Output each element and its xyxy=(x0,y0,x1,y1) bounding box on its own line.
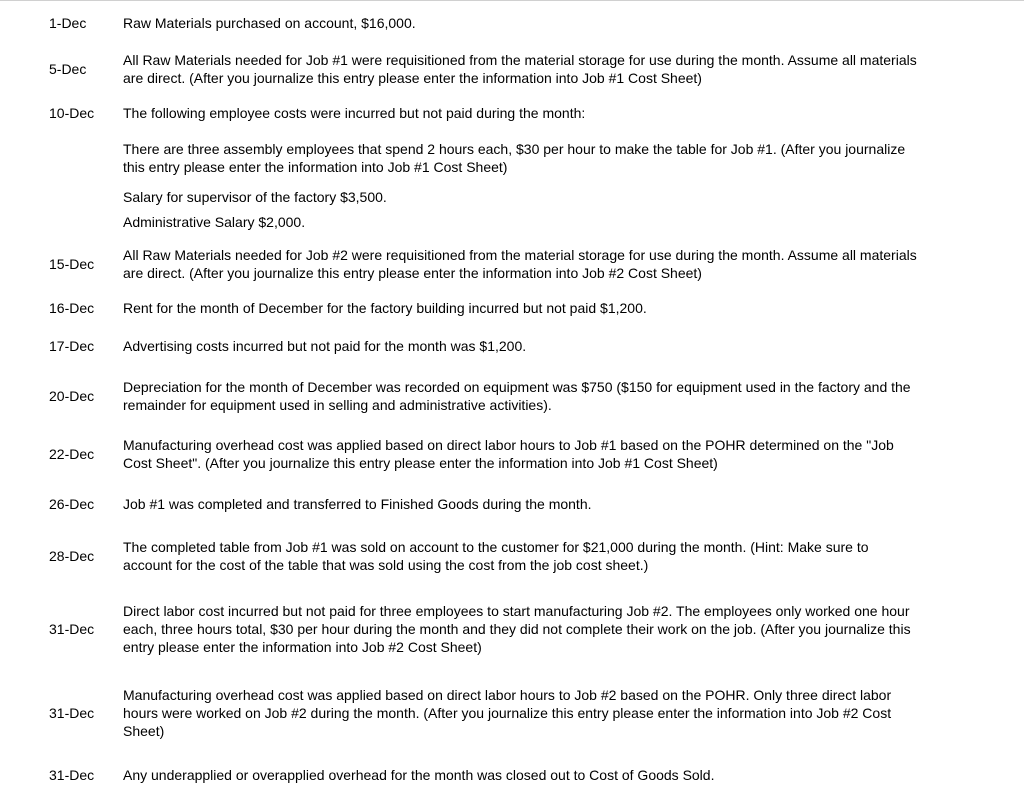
entry-description xyxy=(123,495,973,513)
entry-description xyxy=(123,538,973,574)
description-line: entry please enter the information into Job #2 Cost Sheet) xyxy=(123,639,482,655)
entry-date: 28-Dec xyxy=(49,548,95,564)
description-line: Administrative Salary $2,000. xyxy=(123,214,306,230)
description-line: Job #1 was completed and transferred to Finished Goods during the month. xyxy=(123,496,592,512)
description-line: account for the cost of the table that was sold using the cost from the job cost sheet.) xyxy=(123,557,649,573)
description-line: Rent for the month of December for the factory building incurred but not paid $1,200. xyxy=(123,300,647,316)
entry-description xyxy=(123,213,973,231)
entry-date: 26-Dec xyxy=(49,496,95,512)
description-line: Raw Materials purchased on account, $16,000. xyxy=(123,15,416,31)
description-line: Cost Sheet". (After you journalize this entry please enter the information into Job #1 Cost Sheet) xyxy=(123,455,718,471)
description-line: Sheet) xyxy=(123,723,165,739)
description-line: Manufacturing overhead cost was applied based on direct labor hours to Job #1 based on the POHR determined on the "Job xyxy=(123,437,894,453)
entry-date: 31-Dec xyxy=(49,621,95,637)
description-line: this entry please enter the information into Job #1 Cost Sheet) xyxy=(123,159,508,175)
entry-date: 15-Dec xyxy=(49,256,95,272)
entry-description xyxy=(123,14,973,32)
description-line: Direct labor cost incurred but not paid for three employees to start manufacturing Job #2. The employees only worked one hour xyxy=(123,603,910,619)
entry-description xyxy=(123,766,973,784)
description-line: The following employee costs were incurred but not paid during the month: xyxy=(123,105,586,121)
entry-description xyxy=(123,436,973,472)
description-line: Salary for supervisor of the factory $3,500. xyxy=(123,189,387,205)
description-line: remainder for equipment used in selling and administrative activities). xyxy=(123,397,552,413)
entry-date: 31-Dec xyxy=(49,705,95,721)
entry-date: 1-Dec xyxy=(49,15,87,31)
description-line: All Raw Materials needed for Job #2 were requisitioned from the material storage for use during the month. Assume all materials xyxy=(123,247,917,263)
entry-date: 17-Dec xyxy=(49,338,95,354)
description-line: Manufacturing overhead cost was applied based on direct labor hours to Job #2 based on the POHR. Only three direct labor xyxy=(123,687,892,703)
description-line: hours were worked on Job #2 during the month. (After you journalize this entry please enter the information into Job #2 Cost xyxy=(123,705,892,721)
entry-description xyxy=(123,246,973,282)
entry-description xyxy=(123,51,973,87)
entry-date: 16-Dec xyxy=(49,300,95,316)
description-line: Depreciation for the month of December was recorded on equipment was $750 ($150 for equipment used in the factory and the xyxy=(123,379,911,395)
entry-description xyxy=(123,686,973,740)
entry-description xyxy=(123,104,973,122)
entry-date: 22-Dec xyxy=(49,446,95,462)
entry-date: 10-Dec xyxy=(49,105,95,121)
entry-description xyxy=(123,602,973,656)
description-line: Any underapplied or overapplied overhead for the month was closed out to Cost of Goods Sold. xyxy=(123,767,715,783)
description-line: The completed table from Job #1 was sold on account to the customer for $21,000 during the month. (Hint: Make sure to xyxy=(123,539,869,555)
description-line: All Raw Materials needed for Job #1 were requisitioned from the material storage for use during the month. Assume all materials xyxy=(123,52,917,68)
description-line: are direct. (After you journalize this entry please enter the information into Job #2 Cost Sheet) xyxy=(123,265,702,281)
entry-date: 5-Dec xyxy=(49,61,87,77)
entry-description xyxy=(123,188,973,206)
entry-description xyxy=(123,337,973,355)
entry-description xyxy=(123,140,973,176)
description-line: are direct. (After you journalize this entry please enter the information into Job #1 Cost Sheet) xyxy=(123,70,702,86)
entry-date: 31-Dec xyxy=(49,767,95,783)
entry-description xyxy=(123,299,973,317)
description-line: Advertising costs incurred but not paid for the month was $1,200. xyxy=(123,338,527,354)
entry-date: 20-Dec xyxy=(49,388,95,404)
top-border xyxy=(0,0,1024,1)
entry-description xyxy=(123,378,973,414)
description-line: There are three assembly employees that spend 2 hours each, $30 per hour to make the table for Job #1. (After you journalize xyxy=(123,141,906,157)
description-line: each, three hours total, $30 per hour during the month and they did not complete their work on the job. (After you journalize this xyxy=(123,621,911,637)
